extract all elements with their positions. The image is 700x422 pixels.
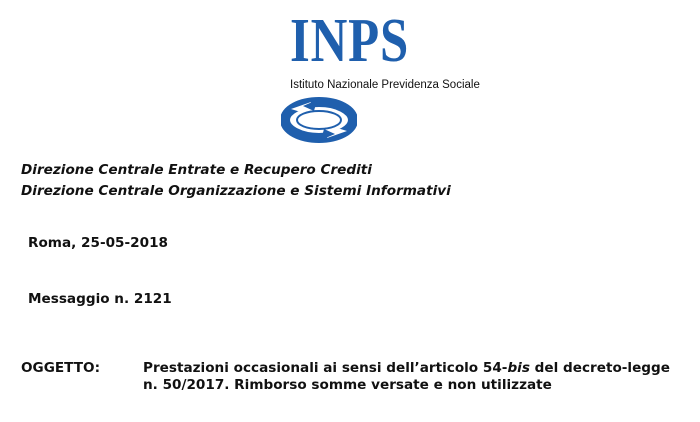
subject-text <box>143 360 683 394</box>
inps-logo <box>0 0 700 150</box>
logo-subtitle: Istituto Nazionale Previdenza Sociale <box>290 79 480 91</box>
logo-wordmark: INPS <box>290 7 410 75</box>
subject-line-1-part-1: Prestazioni occasionali ai sensi dell’articolo 54- <box>143 360 508 376</box>
subject-label: OGGETTO: <box>21 360 101 376</box>
date-line: Roma, 25-05-2018 <box>28 235 168 251</box>
department-line-2: Direzione Centrale Organizzazione e Sistemi Informativi <box>21 183 451 199</box>
subject-line-1-part-2: del decreto-legge <box>529 360 670 376</box>
subject-line-1 <box>143 360 683 377</box>
subject-line-1-italic: bis <box>507 360 530 376</box>
department-line-1: Direzione Centrale Entrate e Recupero Crediti <box>21 162 372 178</box>
subject-line-2: n. 50/2017. Rimborso somme versate e non utilizzate <box>143 377 552 393</box>
circular-arrows-logo-icon <box>281 97 357 143</box>
message-number: Messaggio n. 2121 <box>28 291 172 307</box>
